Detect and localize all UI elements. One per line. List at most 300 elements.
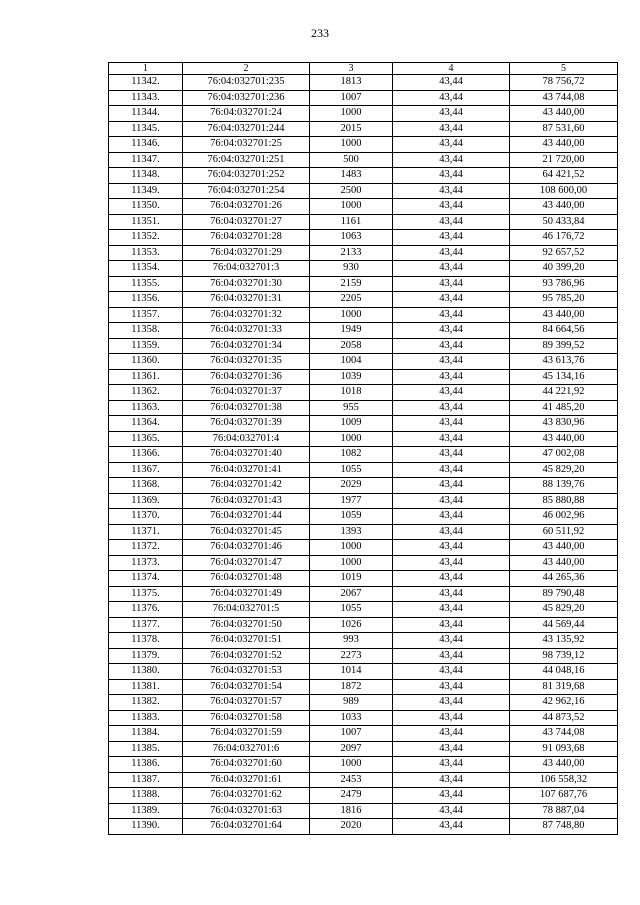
cadastral-number-cell: 76:04:032701:39 (183, 416, 310, 432)
cadastral-number-cell: 76:04:032701:52 (183, 648, 310, 664)
rate-cell: 43,44 (393, 400, 510, 416)
row-number-cell: 11353. (109, 245, 183, 261)
row-number-cell: 11364. (109, 416, 183, 432)
row-number-cell: 11360. (109, 354, 183, 370)
table-row (109, 75, 618, 91)
area-cell: 1007 (310, 90, 393, 106)
cadastral-number-cell: 76:04:032701:6 (183, 741, 310, 757)
row-number-cell: 11343. (109, 90, 183, 106)
value-cell: 42 962,16 (510, 695, 618, 711)
table-row (109, 152, 618, 168)
value-cell: 92 657,52 (510, 245, 618, 261)
area-cell: 1009 (310, 416, 393, 432)
rate-cell: 43,44 (393, 323, 510, 339)
area-cell: 1949 (310, 323, 393, 339)
cadastral-number-cell: 76:04:032701:28 (183, 230, 310, 246)
rate-cell: 43,44 (393, 307, 510, 323)
row-number-cell: 11380. (109, 664, 183, 680)
rate-cell: 43,44 (393, 416, 510, 432)
cadastral-number-cell: 76:04:032701:44 (183, 509, 310, 525)
row-number-cell: 11381. (109, 679, 183, 695)
cadastral-number-cell: 76:04:032701:59 (183, 726, 310, 742)
table-row (109, 416, 618, 432)
cadastral-number-cell: 76:04:032701:31 (183, 292, 310, 308)
rate-cell: 43,44 (393, 168, 510, 184)
area-cell: 1872 (310, 679, 393, 695)
rate-cell: 43,44 (393, 199, 510, 215)
table-row (109, 292, 618, 308)
value-cell: 78 756,72 (510, 75, 618, 91)
table-row (109, 261, 618, 277)
row-number-cell: 11361. (109, 369, 183, 385)
row-number-cell: 11388. (109, 788, 183, 804)
table-row (109, 757, 618, 773)
value-cell: 44 048,16 (510, 664, 618, 680)
table-row (109, 819, 618, 835)
column-header-4: 4 (393, 63, 510, 75)
area-cell: 1483 (310, 168, 393, 184)
row-number-cell: 11356. (109, 292, 183, 308)
table-row (109, 338, 618, 354)
row-number-cell: 11373. (109, 555, 183, 571)
row-number-cell: 11358. (109, 323, 183, 339)
table-row (109, 385, 618, 401)
rate-cell: 43,44 (393, 664, 510, 680)
cadastral-number-cell: 76:04:032701:4 (183, 431, 310, 447)
table-row (109, 555, 618, 571)
area-cell: 1813 (310, 75, 393, 91)
value-cell: 43 440,00 (510, 555, 618, 571)
area-cell: 930 (310, 261, 393, 277)
table-row (109, 431, 618, 447)
rate-cell: 43,44 (393, 137, 510, 153)
area-cell: 1055 (310, 602, 393, 618)
area-cell: 2058 (310, 338, 393, 354)
cadastral-number-cell: 76:04:032701:5 (183, 602, 310, 618)
area-cell: 1039 (310, 369, 393, 385)
row-number-cell: 11385. (109, 741, 183, 757)
row-number-cell: 11345. (109, 121, 183, 137)
rate-cell: 43,44 (393, 555, 510, 571)
cadastral-number-cell: 76:04:032701:48 (183, 571, 310, 587)
table-row (109, 478, 618, 494)
cadastral-number-cell: 76:04:032701:53 (183, 664, 310, 680)
row-number-cell: 11389. (109, 803, 183, 819)
value-cell: 43 440,00 (510, 199, 618, 215)
rate-cell: 43,44 (393, 757, 510, 773)
value-cell: 44 569,44 (510, 617, 618, 633)
area-cell: 1161 (310, 214, 393, 230)
table-row (109, 168, 618, 184)
table-row (109, 772, 618, 788)
area-cell: 1018 (310, 385, 393, 401)
area-cell: 2273 (310, 648, 393, 664)
rate-cell: 43,44 (393, 121, 510, 137)
area-cell: 1816 (310, 803, 393, 819)
area-cell: 2205 (310, 292, 393, 308)
cadastral-number-cell: 76:04:032701:36 (183, 369, 310, 385)
value-cell: 88 139,76 (510, 478, 618, 494)
table-row (109, 493, 618, 509)
area-cell: 955 (310, 400, 393, 416)
row-number-cell: 11365. (109, 431, 183, 447)
cadastral-number-cell: 76:04:032701:63 (183, 803, 310, 819)
table-row (109, 648, 618, 664)
rate-cell: 43,44 (393, 354, 510, 370)
table-row (109, 741, 618, 757)
area-cell: 2159 (310, 276, 393, 292)
value-cell: 43 440,00 (510, 431, 618, 447)
row-number-cell: 11383. (109, 710, 183, 726)
cadastral-number-cell: 76:04:032701:41 (183, 462, 310, 478)
cadastral-number-cell: 76:04:032701:30 (183, 276, 310, 292)
row-number-cell: 11357. (109, 307, 183, 323)
table-row (109, 121, 618, 137)
area-cell: 1000 (310, 431, 393, 447)
cadastral-number-cell: 76:04:032701:38 (183, 400, 310, 416)
area-cell: 2133 (310, 245, 393, 261)
value-cell: 89 790,48 (510, 586, 618, 602)
value-cell: 43 744,08 (510, 90, 618, 106)
value-cell: 43 830,96 (510, 416, 618, 432)
value-cell: 107 687,76 (510, 788, 618, 804)
page-number: 233 (311, 26, 329, 40)
rate-cell: 43,44 (393, 710, 510, 726)
value-cell: 98 739,12 (510, 648, 618, 664)
cadastral-number-cell: 76:04:032701:32 (183, 307, 310, 323)
value-cell: 44 873,52 (510, 710, 618, 726)
cadastral-number-cell: 76:04:032701:54 (183, 679, 310, 695)
table-row (109, 199, 618, 215)
area-cell: 1033 (310, 710, 393, 726)
row-number-cell: 11346. (109, 137, 183, 153)
row-number-cell: 11386. (109, 757, 183, 773)
area-cell: 2479 (310, 788, 393, 804)
rate-cell: 43,44 (393, 524, 510, 540)
row-number-cell: 11384. (109, 726, 183, 742)
cadastral-number-cell: 76:04:032701:3 (183, 261, 310, 277)
rate-cell: 43,44 (393, 648, 510, 664)
column-header-5: 5 (510, 63, 618, 75)
rate-cell: 43,44 (393, 152, 510, 168)
cadastral-number-cell: 76:04:032701:61 (183, 772, 310, 788)
table-row (109, 509, 618, 525)
table-row (109, 540, 618, 556)
rate-cell: 43,44 (393, 261, 510, 277)
rate-cell: 43,44 (393, 462, 510, 478)
row-number-cell: 11387. (109, 772, 183, 788)
rate-cell: 43,44 (393, 586, 510, 602)
row-number-cell: 11354. (109, 261, 183, 277)
table-row (109, 664, 618, 680)
value-cell: 95 785,20 (510, 292, 618, 308)
row-number-cell: 11377. (109, 617, 183, 633)
rate-cell: 43,44 (393, 617, 510, 633)
value-cell: 85 880,88 (510, 493, 618, 509)
value-cell: 91 093,68 (510, 741, 618, 757)
cadastral-number-cell: 76:04:032701:51 (183, 633, 310, 649)
table-row (109, 726, 618, 742)
area-cell: 993 (310, 633, 393, 649)
value-cell: 108 600,00 (510, 183, 618, 199)
value-cell: 43 440,00 (510, 137, 618, 153)
value-cell: 43 613,76 (510, 354, 618, 370)
cadastral-number-cell: 76:04:032701:35 (183, 354, 310, 370)
value-cell: 21 720,00 (510, 152, 618, 168)
row-number-cell: 11368. (109, 478, 183, 494)
value-cell: 45 134,16 (510, 369, 618, 385)
row-number-cell: 11390. (109, 819, 183, 835)
value-cell: 87 531,60 (510, 121, 618, 137)
value-cell: 45 829,20 (510, 602, 618, 618)
rate-cell: 43,44 (393, 788, 510, 804)
rate-cell: 43,44 (393, 540, 510, 556)
cadastral-number-cell: 76:04:032701:62 (183, 788, 310, 804)
column-header-1: 1 (109, 63, 183, 75)
rate-cell: 43,44 (393, 679, 510, 695)
cadastral-number-cell: 76:04:032701:50 (183, 617, 310, 633)
table-row (109, 323, 618, 339)
rate-cell: 43,44 (393, 695, 510, 711)
area-cell: 1000 (310, 555, 393, 571)
value-cell: 64 421,52 (510, 168, 618, 184)
table-row (109, 230, 618, 246)
cadastral-number-cell: 76:04:032701:24 (183, 106, 310, 122)
rate-cell: 43,44 (393, 75, 510, 91)
area-cell: 1019 (310, 571, 393, 587)
table-row (109, 106, 618, 122)
cadastral-number-cell: 76:04:032701:43 (183, 493, 310, 509)
area-cell: 1000 (310, 540, 393, 556)
area-cell: 1000 (310, 757, 393, 773)
area-cell: 2500 (310, 183, 393, 199)
table-row (109, 245, 618, 261)
rate-cell: 43,44 (393, 292, 510, 308)
value-cell: 41 485,20 (510, 400, 618, 416)
area-cell: 1000 (310, 137, 393, 153)
table-row (109, 462, 618, 478)
cadastral-number-cell: 76:04:032701:45 (183, 524, 310, 540)
value-cell: 44 221,92 (510, 385, 618, 401)
value-cell: 43 440,00 (510, 757, 618, 773)
value-cell: 106 558,32 (510, 772, 618, 788)
table-row (109, 90, 618, 106)
cadastral-number-cell: 76:04:032701:60 (183, 757, 310, 773)
rate-cell: 43,44 (393, 230, 510, 246)
rate-cell: 43,44 (393, 819, 510, 835)
cadastral-number-cell: 76:04:032701:49 (183, 586, 310, 602)
row-number-cell: 11362. (109, 385, 183, 401)
area-cell: 1000 (310, 106, 393, 122)
cadastral-number-cell: 76:04:032701:42 (183, 478, 310, 494)
table-row (109, 214, 618, 230)
rate-cell: 43,44 (393, 183, 510, 199)
rate-cell: 43,44 (393, 772, 510, 788)
table-row (109, 617, 618, 633)
value-cell: 50 433,84 (510, 214, 618, 230)
row-number-cell: 11355. (109, 276, 183, 292)
row-number-cell: 11376. (109, 602, 183, 618)
value-cell: 44 265,36 (510, 571, 618, 587)
area-cell: 1007 (310, 726, 393, 742)
row-number-cell: 11352. (109, 230, 183, 246)
cadastral-number-cell: 76:04:032701:235 (183, 75, 310, 91)
row-number-cell: 11370. (109, 509, 183, 525)
value-cell: 84 664,56 (510, 323, 618, 339)
value-cell: 46 176,72 (510, 230, 618, 246)
table-header-row (109, 63, 618, 75)
row-number-cell: 11363. (109, 400, 183, 416)
cadastral-number-cell: 76:04:032701:58 (183, 710, 310, 726)
row-number-cell: 11371. (109, 524, 183, 540)
rate-cell: 43,44 (393, 214, 510, 230)
value-cell: 87 748,80 (510, 819, 618, 835)
cadastral-number-cell: 76:04:032701:34 (183, 338, 310, 354)
row-number-cell: 11350. (109, 199, 183, 215)
rate-cell: 43,44 (393, 90, 510, 106)
rate-cell: 43,44 (393, 571, 510, 587)
row-number-cell: 11349. (109, 183, 183, 199)
row-number-cell: 11359. (109, 338, 183, 354)
cadastral-number-cell: 76:04:032701:251 (183, 152, 310, 168)
rate-cell: 43,44 (393, 447, 510, 463)
row-number-cell: 11348. (109, 168, 183, 184)
row-number-cell: 11367. (109, 462, 183, 478)
row-number-cell: 11369. (109, 493, 183, 509)
area-cell: 2067 (310, 586, 393, 602)
cadastral-number-cell: 76:04:032701:47 (183, 555, 310, 571)
cadastral-number-cell: 76:04:032701:236 (183, 90, 310, 106)
area-cell: 1000 (310, 307, 393, 323)
value-cell: 43 744,08 (510, 726, 618, 742)
table-row (109, 679, 618, 695)
table-row (109, 307, 618, 323)
value-cell: 46 002,96 (510, 509, 618, 525)
value-cell: 45 829,20 (510, 462, 618, 478)
value-cell: 43 440,00 (510, 540, 618, 556)
cadastral-number-cell: 76:04:032701:57 (183, 695, 310, 711)
value-cell: 78 887,04 (510, 803, 618, 819)
rate-cell: 43,44 (393, 385, 510, 401)
cadastral-number-cell: 76:04:032701:27 (183, 214, 310, 230)
rate-cell: 43,44 (393, 493, 510, 509)
rate-cell: 43,44 (393, 338, 510, 354)
cadastral-number-cell: 76:04:032701:37 (183, 385, 310, 401)
rate-cell: 43,44 (393, 509, 510, 525)
table-row (109, 633, 618, 649)
rate-cell: 43,44 (393, 803, 510, 819)
cadastral-number-cell: 76:04:032701:244 (183, 121, 310, 137)
row-number-cell: 11379. (109, 648, 183, 664)
row-number-cell: 11382. (109, 695, 183, 711)
table-row (109, 586, 618, 602)
table-row (109, 710, 618, 726)
cadastral-number-cell: 76:04:032701:40 (183, 447, 310, 463)
table-row (109, 695, 618, 711)
area-cell: 2097 (310, 741, 393, 757)
column-header-2: 2 (183, 63, 310, 75)
row-number-cell: 11378. (109, 633, 183, 649)
rate-cell: 43,44 (393, 245, 510, 261)
area-cell: 500 (310, 152, 393, 168)
rate-cell: 43,44 (393, 602, 510, 618)
cadastral-value-table (108, 62, 618, 835)
table-row (109, 354, 618, 370)
table-row (109, 524, 618, 540)
area-cell: 1977 (310, 493, 393, 509)
area-cell: 1000 (310, 199, 393, 215)
row-number-cell: 11351. (109, 214, 183, 230)
value-cell: 89 399,52 (510, 338, 618, 354)
value-cell: 40 399,20 (510, 261, 618, 277)
table-row (109, 276, 618, 292)
table-row (109, 571, 618, 587)
rate-cell: 43,44 (393, 276, 510, 292)
rate-cell: 43,44 (393, 741, 510, 757)
table-row (109, 137, 618, 153)
table-row (109, 803, 618, 819)
value-cell: 43 135,92 (510, 633, 618, 649)
rate-cell: 43,44 (393, 106, 510, 122)
table-body (109, 75, 618, 835)
cadastral-number-cell: 76:04:032701:254 (183, 183, 310, 199)
cadastral-number-cell: 76:04:032701:29 (183, 245, 310, 261)
value-cell: 43 440,00 (510, 307, 618, 323)
table-row (109, 447, 618, 463)
area-cell: 1026 (310, 617, 393, 633)
table-row (109, 369, 618, 385)
rate-cell: 43,44 (393, 369, 510, 385)
area-cell: 1014 (310, 664, 393, 680)
table-row (109, 400, 618, 416)
rate-cell: 43,44 (393, 726, 510, 742)
area-cell: 1055 (310, 462, 393, 478)
area-cell: 1393 (310, 524, 393, 540)
area-cell: 2020 (310, 819, 393, 835)
rate-cell: 43,44 (393, 431, 510, 447)
area-cell: 2015 (310, 121, 393, 137)
row-number-cell: 11375. (109, 586, 183, 602)
row-number-cell: 11372. (109, 540, 183, 556)
area-cell: 2029 (310, 478, 393, 494)
cadastral-number-cell: 76:04:032701:252 (183, 168, 310, 184)
area-cell: 989 (310, 695, 393, 711)
table-row (109, 602, 618, 618)
cadastral-number-cell: 76:04:032701:64 (183, 819, 310, 835)
row-number-cell: 11366. (109, 447, 183, 463)
value-cell: 81 319,68 (510, 679, 618, 695)
value-cell: 43 440,00 (510, 106, 618, 122)
area-cell: 1059 (310, 509, 393, 525)
table-row (109, 788, 618, 804)
row-number-cell: 11342. (109, 75, 183, 91)
cadastral-number-cell: 76:04:032701:33 (183, 323, 310, 339)
cadastral-number-cell: 76:04:032701:25 (183, 137, 310, 153)
row-number-cell: 11374. (109, 571, 183, 587)
value-cell: 47 002,08 (510, 447, 618, 463)
area-cell: 1063 (310, 230, 393, 246)
rate-cell: 43,44 (393, 633, 510, 649)
column-header-3: 3 (310, 63, 393, 75)
area-cell: 1004 (310, 354, 393, 370)
value-cell: 60 511,92 (510, 524, 618, 540)
row-number-cell: 11344. (109, 106, 183, 122)
row-number-cell: 11347. (109, 152, 183, 168)
area-cell: 2453 (310, 772, 393, 788)
value-cell: 93 786,96 (510, 276, 618, 292)
table-row (109, 183, 618, 199)
cadastral-number-cell: 76:04:032701:26 (183, 199, 310, 215)
